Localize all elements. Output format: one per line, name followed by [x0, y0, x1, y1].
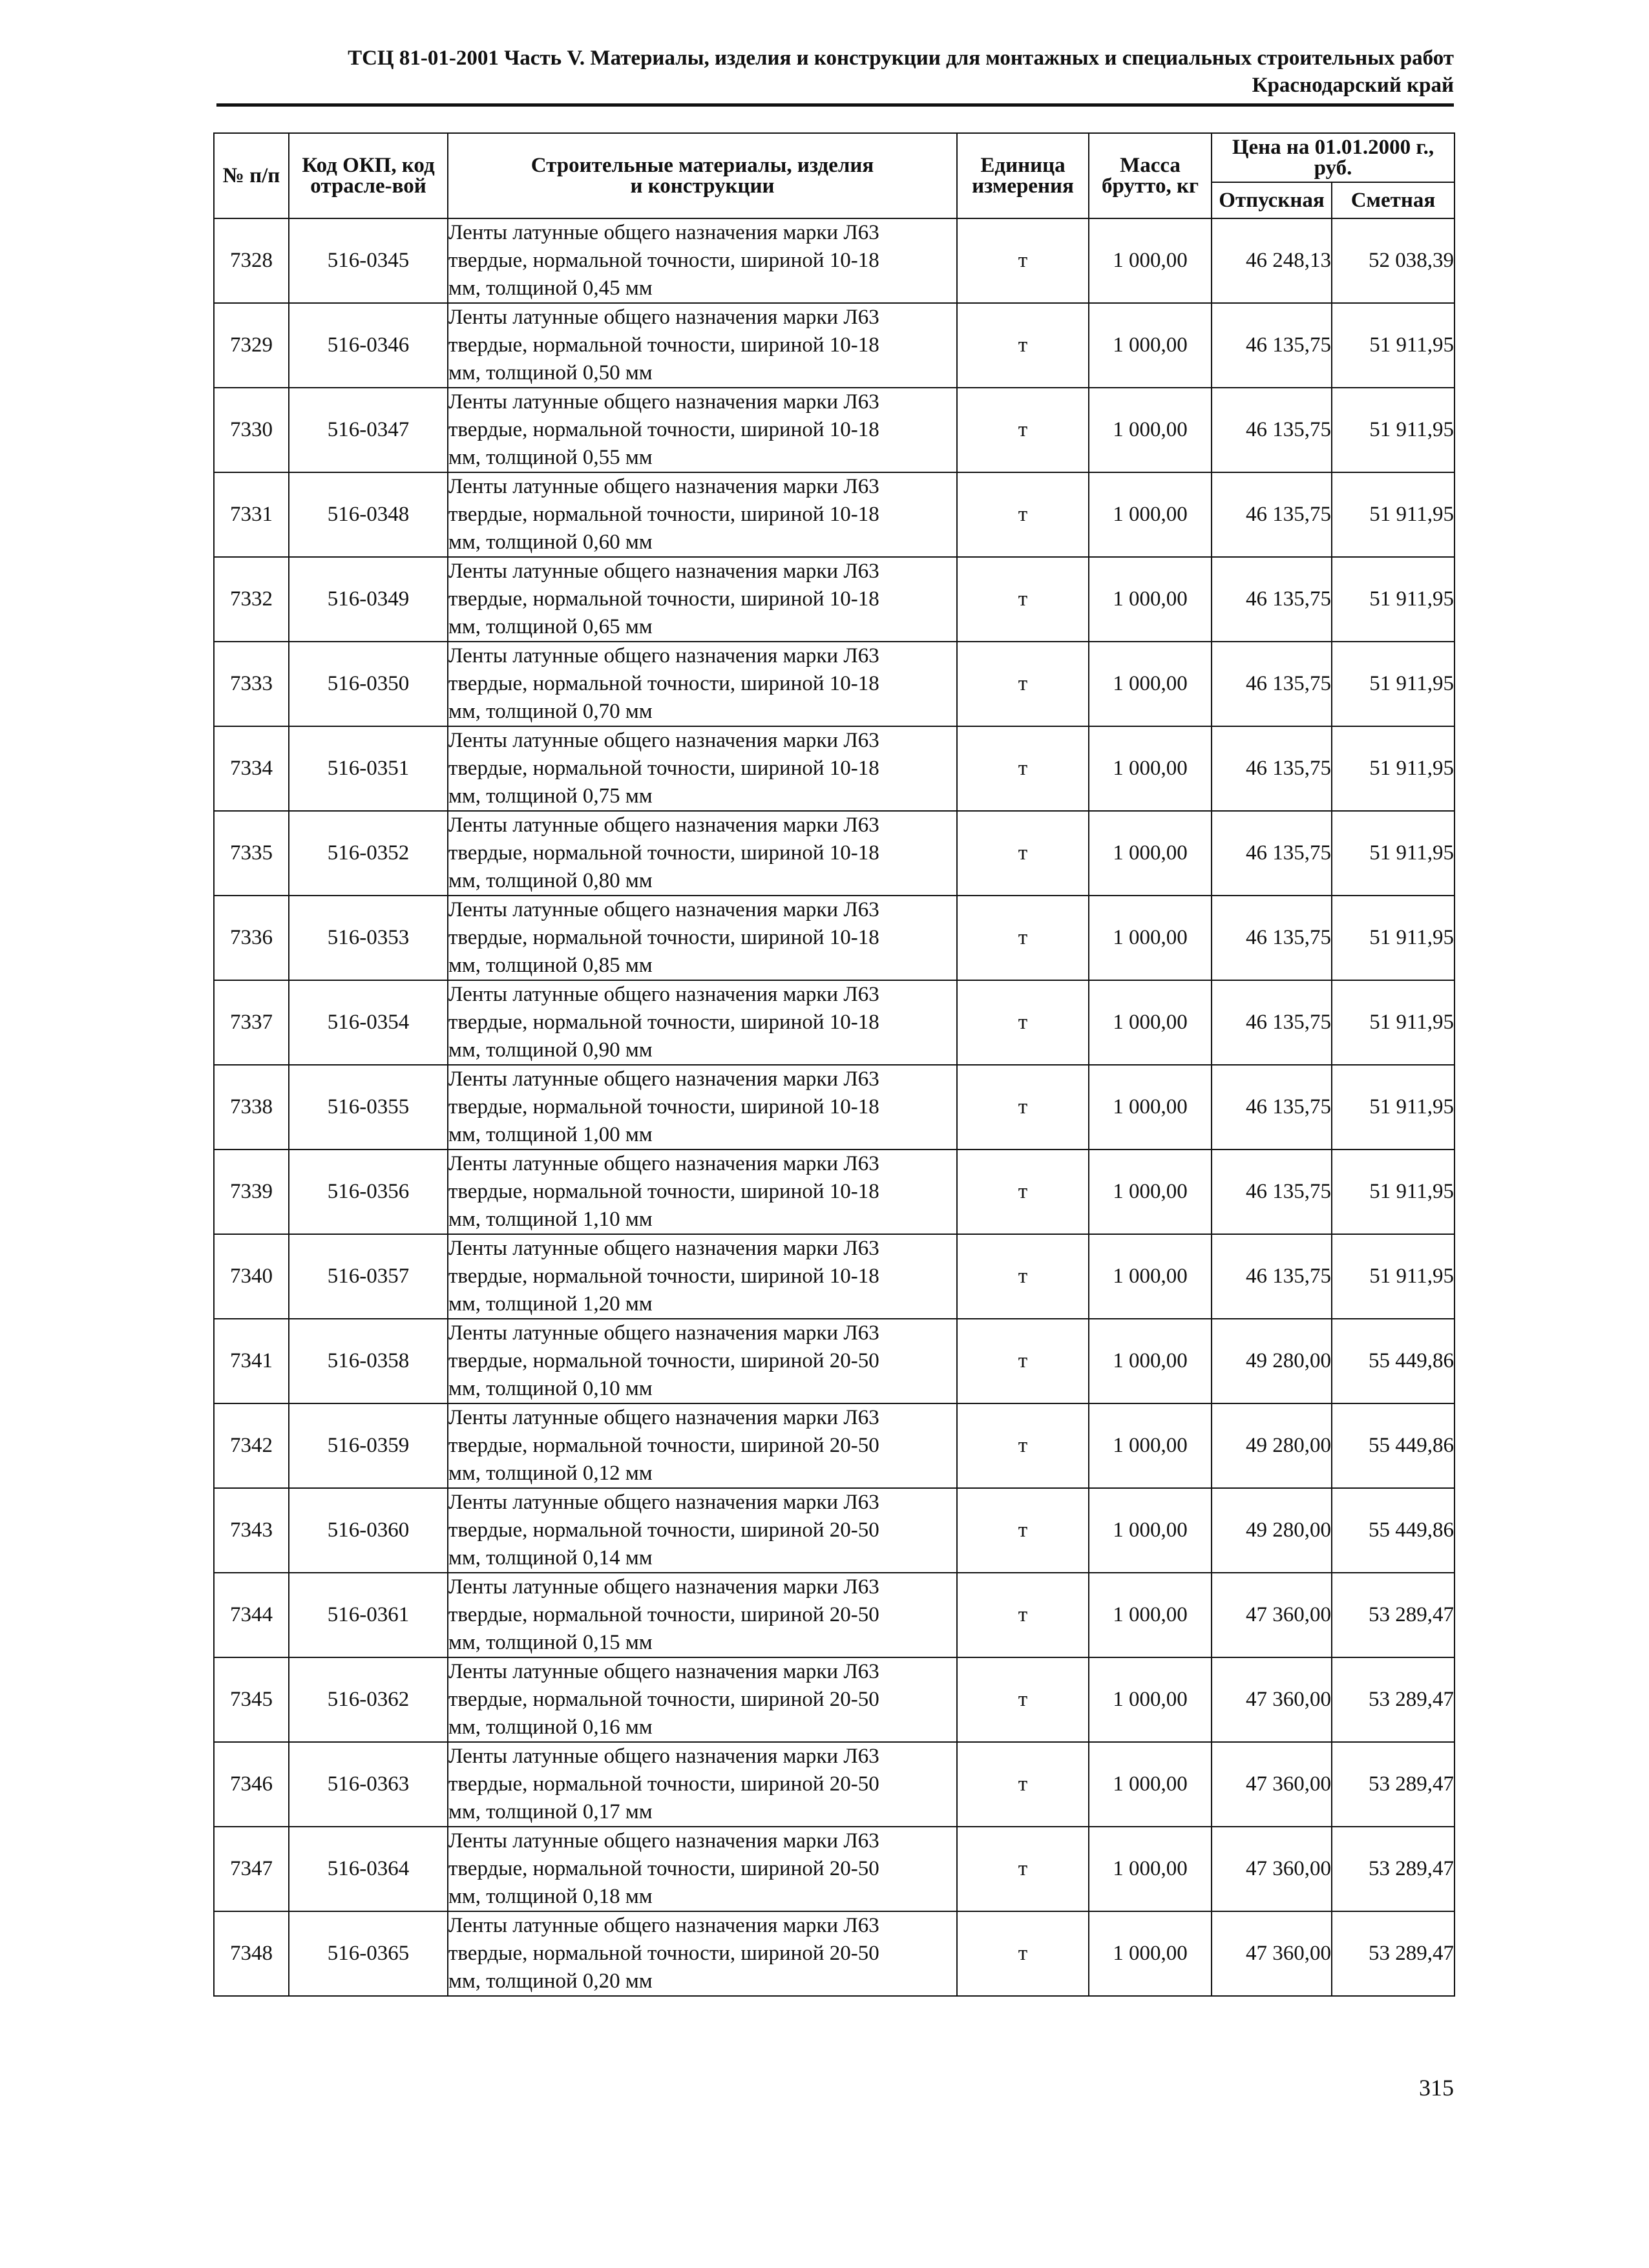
material-description: [448, 1234, 957, 1319]
row-number: 7338: [214, 1065, 289, 1150]
description-line: мм, толщиной 1,10 мм: [448, 1208, 653, 1231]
estimate-price: 51 911,95: [1332, 557, 1455, 642]
unit-of-measure: т: [957, 1657, 1089, 1742]
release-price: 47 360,00: [1212, 1911, 1332, 1996]
gross-mass: 1 000,00: [1089, 726, 1212, 811]
release-price: 46 135,75: [1212, 1234, 1332, 1319]
table-row: [214, 811, 1455, 896]
estimate-price: 51 911,95: [1332, 1150, 1455, 1234]
description-line: твердые, нормальной точности, шириной 10-18: [448, 1095, 879, 1118]
description-line: Ленты латунные общего назначения марки Л63: [448, 221, 879, 244]
table-row: [214, 1742, 1455, 1827]
release-price: 49 280,00: [1212, 1488, 1332, 1573]
okp-code: 516-0352: [289, 811, 448, 896]
description-line: Ленты латунные общего назначения марки Л63: [448, 475, 879, 498]
unit-of-measure: т: [957, 811, 1089, 896]
material-description: [448, 896, 957, 980]
okp-code: 516-0351: [289, 726, 448, 811]
description-line: твердые, нормальной точности, шириной 10-18: [448, 757, 879, 780]
description-line: твердые, нормальной точности, шириной 20-50: [448, 1518, 879, 1542]
estimate-price: 55 449,86: [1332, 1319, 1455, 1403]
unit-of-measure: т: [957, 1742, 1089, 1827]
material-description: [448, 1488, 957, 1573]
material-description: [448, 1911, 957, 1996]
description-line: твердые, нормальной точности, шириной 20-50: [448, 1688, 879, 1711]
table-row: [214, 980, 1455, 1065]
release-price: 46 135,75: [1212, 896, 1332, 980]
gross-mass: 1 000,00: [1089, 388, 1212, 472]
release-price: 46 248,13: [1212, 218, 1332, 303]
row-number: 7340: [214, 1234, 289, 1319]
row-number: 7334: [214, 726, 289, 811]
release-price: 46 135,75: [1212, 980, 1332, 1065]
estimate-price: 53 289,47: [1332, 1573, 1455, 1657]
row-number: 7347: [214, 1827, 289, 1911]
document-title: ТСЦ 81-01-2001 Часть V. Материалы, изделия и конструкции для монтажных и специальных строительных работ: [348, 47, 1454, 70]
gross-mass: 1 000,00: [1089, 642, 1212, 726]
description-line: Ленты латунные общего назначения марки Л63: [448, 306, 879, 329]
unit-of-measure: т: [957, 303, 1089, 388]
material-description: [448, 642, 957, 726]
okp-code: 516-0348: [289, 472, 448, 557]
material-description: [448, 303, 957, 388]
description-line: Ленты латунные общего назначения марки Л63: [448, 644, 879, 667]
description-line: Ленты латунные общего назначения марки Л63: [448, 1575, 879, 1599]
gross-mass: 1 000,00: [1089, 1403, 1212, 1488]
description-line: твердые, нормальной точности, шириной 10-18: [448, 841, 879, 865]
description-line: Ленты латунные общего назначения марки Л63: [448, 390, 879, 414]
description-line: твердые, нормальной точности, шириной 10-18: [448, 418, 879, 441]
table-row: [214, 1827, 1455, 1911]
col-header-price-group: Цена на 01.01.2000 г., руб.: [1212, 133, 1455, 182]
unit-of-measure: т: [957, 1065, 1089, 1150]
description-line: мм, толщиной 0,60 мм: [448, 530, 653, 554]
row-number: 7343: [214, 1488, 289, 1573]
price-table: [213, 132, 1455, 1997]
description-line: Ленты латунные общего назначения марки Л63: [448, 729, 879, 752]
unit-of-measure: т: [957, 1911, 1089, 1996]
release-price: 46 135,75: [1212, 1065, 1332, 1150]
okp-code: 516-0349: [289, 557, 448, 642]
material-description: [448, 1065, 957, 1150]
unit-of-measure: т: [957, 1150, 1089, 1234]
release-price: 47 360,00: [1212, 1573, 1332, 1657]
description-line: мм, толщиной 0,80 мм: [448, 869, 653, 892]
description-line: Ленты латунные общего назначения марки Л63: [448, 1745, 879, 1768]
table-row: [214, 388, 1455, 472]
release-price: 47 360,00: [1212, 1827, 1332, 1911]
page-number: 315: [1419, 2075, 1454, 2101]
release-price: 46 135,75: [1212, 811, 1332, 896]
unit-of-measure: т: [957, 1403, 1089, 1488]
estimate-price: 51 911,95: [1332, 1065, 1455, 1150]
row-number: 7329: [214, 303, 289, 388]
release-price: 46 135,75: [1212, 642, 1332, 726]
estimate-price: 51 911,95: [1332, 642, 1455, 726]
row-number: 7341: [214, 1319, 289, 1403]
description-line: твердые, нормальной точности, шириной 10-18: [448, 1011, 879, 1034]
gross-mass: 1 000,00: [1089, 1234, 1212, 1319]
okp-code: 516-0359: [289, 1403, 448, 1488]
gross-mass: 1 000,00: [1089, 1911, 1212, 1996]
gross-mass: 1 000,00: [1089, 1150, 1212, 1234]
material-description: [448, 472, 957, 557]
description-line: мм, толщиной 0,70 мм: [448, 700, 653, 723]
okp-code: 516-0358: [289, 1319, 448, 1403]
row-number: 7336: [214, 896, 289, 980]
row-number: 7345: [214, 1657, 289, 1742]
gross-mass: 1 000,00: [1089, 1319, 1212, 1403]
description-line: твердые, нормальной точности, шириной 20-50: [448, 1349, 879, 1372]
col-header-name-line2: и конструкции: [630, 174, 775, 198]
gross-mass: 1 000,00: [1089, 472, 1212, 557]
material-description: [448, 1573, 957, 1657]
description-line: Ленты латунные общего назначения марки Л63: [448, 1914, 879, 1937]
gross-mass: 1 000,00: [1089, 1742, 1212, 1827]
description-line: мм, толщиной 0,20 мм: [448, 1969, 653, 1993]
description-line: Ленты латунные общего назначения марки Л63: [448, 1152, 879, 1175]
estimate-price: 52 038,39: [1332, 218, 1455, 303]
col-header-name: [448, 133, 957, 218]
description-line: твердые, нормальной точности, шириной 20-50: [448, 1942, 879, 1965]
table-row: [214, 1065, 1455, 1150]
description-line: мм, толщиной 0,10 мм: [448, 1377, 653, 1400]
table-row: [214, 1403, 1455, 1488]
okp-code: 516-0353: [289, 896, 448, 980]
material-description: [448, 218, 957, 303]
description-line: твердые, нормальной точности, шириной 10-18: [448, 333, 879, 357]
description-line: Ленты латунные общего назначения марки Л63: [448, 1660, 879, 1683]
table-row: [214, 642, 1455, 726]
description-line: твердые, нормальной точности, шириной 20-50: [448, 1603, 879, 1626]
table-row: [214, 218, 1455, 303]
row-number: 7348: [214, 1911, 289, 1996]
okp-code: 516-0347: [289, 388, 448, 472]
row-number: 7346: [214, 1742, 289, 1827]
unit-of-measure: т: [957, 557, 1089, 642]
estimate-price: 51 911,95: [1332, 896, 1455, 980]
unit-of-measure: т: [957, 642, 1089, 726]
table-row: [214, 303, 1455, 388]
estimate-price: 51 911,95: [1332, 472, 1455, 557]
gross-mass: 1 000,00: [1089, 1827, 1212, 1911]
release-price: 47 360,00: [1212, 1657, 1332, 1742]
description-line: Ленты латунные общего назначения марки Л63: [448, 1829, 879, 1853]
description-line: мм, толщиной 0,55 мм: [448, 446, 653, 469]
table-row: [214, 1150, 1455, 1234]
description-line: мм, толщиной 0,90 мм: [448, 1038, 653, 1062]
table-row: [214, 1657, 1455, 1742]
description-line: Ленты латунные общего назначения марки Л63: [448, 560, 879, 583]
release-price: 49 280,00: [1212, 1403, 1332, 1488]
table-row: [214, 726, 1455, 811]
table-row: [214, 472, 1455, 557]
table-row: [214, 1911, 1455, 1996]
col-header-name-line1: Строительные материалы, изделия: [530, 154, 874, 177]
release-price: 49 280,00: [1212, 1319, 1332, 1403]
okp-code: 516-0356: [289, 1150, 448, 1234]
gross-mass: 1 000,00: [1089, 1065, 1212, 1150]
description-line: мм, толщиной 0,65 мм: [448, 615, 653, 638]
unit-of-measure: т: [957, 1573, 1089, 1657]
description-line: мм, толщиной 1,20 мм: [448, 1292, 653, 1316]
okp-code: 516-0360: [289, 1488, 448, 1573]
unit-of-measure: т: [957, 388, 1089, 472]
gross-mass: 1 000,00: [1089, 1657, 1212, 1742]
description-line: мм, толщиной 0,45 мм: [448, 277, 653, 300]
gross-mass: 1 000,00: [1089, 218, 1212, 303]
description-line: твердые, нормальной точности, шириной 10-18: [448, 503, 879, 526]
description-line: мм, толщиной 0,12 мм: [448, 1462, 653, 1485]
material-description: [448, 726, 957, 811]
gross-mass: 1 000,00: [1089, 1488, 1212, 1573]
table-row: [214, 1319, 1455, 1403]
description-line: твердые, нормальной точности, шириной 10-18: [448, 1265, 879, 1288]
unit-of-measure: т: [957, 218, 1089, 303]
col-header-code: Код ОКП, код отрасле-вой: [289, 133, 448, 218]
okp-code: 516-0355: [289, 1065, 448, 1150]
okp-code: 516-0345: [289, 218, 448, 303]
estimate-price: 55 449,86: [1332, 1488, 1455, 1573]
table-body: [214, 218, 1455, 1996]
row-number: 7333: [214, 642, 289, 726]
description-line: твердые, нормальной точности, шириной 20-50: [448, 1434, 879, 1457]
description-line: Ленты латунные общего назначения марки Л63: [448, 1406, 879, 1429]
table-row: [214, 896, 1455, 980]
estimate-price: 53 289,47: [1332, 1742, 1455, 1827]
unit-of-measure: т: [957, 980, 1089, 1065]
description-line: твердые, нормальной точности, шириной 10-18: [448, 249, 879, 272]
unit-of-measure: т: [957, 1319, 1089, 1403]
description-line: мм, толщиной 1,00 мм: [448, 1123, 653, 1146]
gross-mass: 1 000,00: [1089, 980, 1212, 1065]
release-price: 46 135,75: [1212, 303, 1332, 388]
row-number: 7331: [214, 472, 289, 557]
estimate-price: 53 289,47: [1332, 1911, 1455, 1996]
estimate-price: 51 911,95: [1332, 980, 1455, 1065]
material-description: [448, 1742, 957, 1827]
gross-mass: 1 000,00: [1089, 303, 1212, 388]
release-price: 46 135,75: [1212, 557, 1332, 642]
estimate-price: 51 911,95: [1332, 811, 1455, 896]
gross-mass: 1 000,00: [1089, 811, 1212, 896]
material-description: [448, 1657, 957, 1742]
material-description: [448, 557, 957, 642]
unit-of-measure: т: [957, 472, 1089, 557]
unit-of-measure: т: [957, 1234, 1089, 1319]
okp-code: 516-0357: [289, 1234, 448, 1319]
estimate-price: 55 449,86: [1332, 1403, 1455, 1488]
okp-code: 516-0354: [289, 980, 448, 1065]
row-number: 7335: [214, 811, 289, 896]
col-header-num: № п/п: [214, 133, 289, 218]
release-price: 47 360,00: [1212, 1742, 1332, 1827]
description-line: мм, толщиной 0,18 мм: [448, 1885, 653, 1908]
estimate-price: 53 289,47: [1332, 1827, 1455, 1911]
description-line: мм, толщиной 0,14 мм: [448, 1546, 653, 1570]
description-line: мм, толщиной 0,16 мм: [448, 1716, 653, 1739]
description-line: Ленты латунные общего назначения марки Л63: [448, 1237, 879, 1260]
okp-code: 516-0364: [289, 1827, 448, 1911]
description-line: Ленты латунные общего назначения марки Л63: [448, 1491, 879, 1514]
col-header-mass: Масса брутто, кг: [1089, 133, 1212, 218]
release-price: 46 135,75: [1212, 726, 1332, 811]
row-number: 7330: [214, 388, 289, 472]
unit-of-measure: т: [957, 1827, 1089, 1911]
description-line: твердые, нормальной точности, шириной 10-18: [448, 587, 879, 611]
estimate-price: 51 911,95: [1332, 303, 1455, 388]
material-description: [448, 1150, 957, 1234]
description-line: твердые, нормальной точности, шириной 10-18: [448, 1180, 879, 1203]
gross-mass: 1 000,00: [1089, 557, 1212, 642]
material-description: [448, 388, 957, 472]
description-line: твердые, нормальной точности, шириной 20-50: [448, 1772, 879, 1796]
description-line: Ленты латунные общего назначения марки Л63: [448, 983, 879, 1006]
okp-code: 516-0350: [289, 642, 448, 726]
estimate-price: 51 911,95: [1332, 1234, 1455, 1319]
description-line: Ленты латунные общего назначения марки Л63: [448, 1067, 879, 1091]
region-label: Краснодарский край: [1252, 74, 1454, 97]
row-number: 7344: [214, 1573, 289, 1657]
unit-of-measure: т: [957, 896, 1089, 980]
okp-code: 516-0362: [289, 1657, 448, 1742]
row-number: 7342: [214, 1403, 289, 1488]
col-header-price-estimate: Сметная: [1332, 182, 1455, 218]
estimate-price: 51 911,95: [1332, 726, 1455, 811]
description-line: мм, толщиной 0,17 мм: [448, 1800, 653, 1823]
material-description: [448, 1403, 957, 1488]
material-description: [448, 811, 957, 896]
okp-code: 516-0365: [289, 1911, 448, 1996]
okp-code: 516-0361: [289, 1573, 448, 1657]
description-line: Ленты латунные общего назначения марки Л63: [448, 898, 879, 921]
header-divider: [216, 103, 1454, 107]
description-line: твердые, нормальной точности, шириной 10-18: [448, 926, 879, 949]
col-header-unit: Единица измерения: [957, 133, 1089, 218]
gross-mass: 1 000,00: [1089, 896, 1212, 980]
description-line: Ленты латунные общего назначения марки Л63: [448, 1321, 879, 1345]
row-number: 7332: [214, 557, 289, 642]
description-line: мм, толщиной 0,85 мм: [448, 954, 653, 977]
material-description: [448, 980, 957, 1065]
estimate-price: 51 911,95: [1332, 388, 1455, 472]
material-description: [448, 1319, 957, 1403]
description-line: твердые, нормальной точности, шириной 20-50: [448, 1857, 879, 1880]
table-row: [214, 1234, 1455, 1319]
okp-code: 516-0346: [289, 303, 448, 388]
table-row: [214, 557, 1455, 642]
row-number: 7328: [214, 218, 289, 303]
okp-code: 516-0363: [289, 1742, 448, 1827]
release-price: 46 135,75: [1212, 1150, 1332, 1234]
row-number: 7339: [214, 1150, 289, 1234]
description-line: мм, толщиной 0,50 мм: [448, 361, 653, 384]
row-number: 7337: [214, 980, 289, 1065]
description-line: мм, толщиной 0,15 мм: [448, 1631, 653, 1654]
description-line: Ленты латунные общего назначения марки Л63: [448, 814, 879, 837]
col-header-price-release: Отпускная: [1212, 182, 1332, 218]
gross-mass: 1 000,00: [1089, 1573, 1212, 1657]
description-line: мм, толщиной 0,75 мм: [448, 784, 653, 808]
description-line: твердые, нормальной точности, шириной 10-18: [448, 672, 879, 695]
release-price: 46 135,75: [1212, 472, 1332, 557]
unit-of-measure: т: [957, 726, 1089, 811]
material-description: [448, 1827, 957, 1911]
release-price: 46 135,75: [1212, 388, 1332, 472]
estimate-price: 53 289,47: [1332, 1657, 1455, 1742]
table-row: [214, 1573, 1455, 1657]
unit-of-measure: т: [957, 1488, 1089, 1573]
table-row: [214, 1488, 1455, 1573]
